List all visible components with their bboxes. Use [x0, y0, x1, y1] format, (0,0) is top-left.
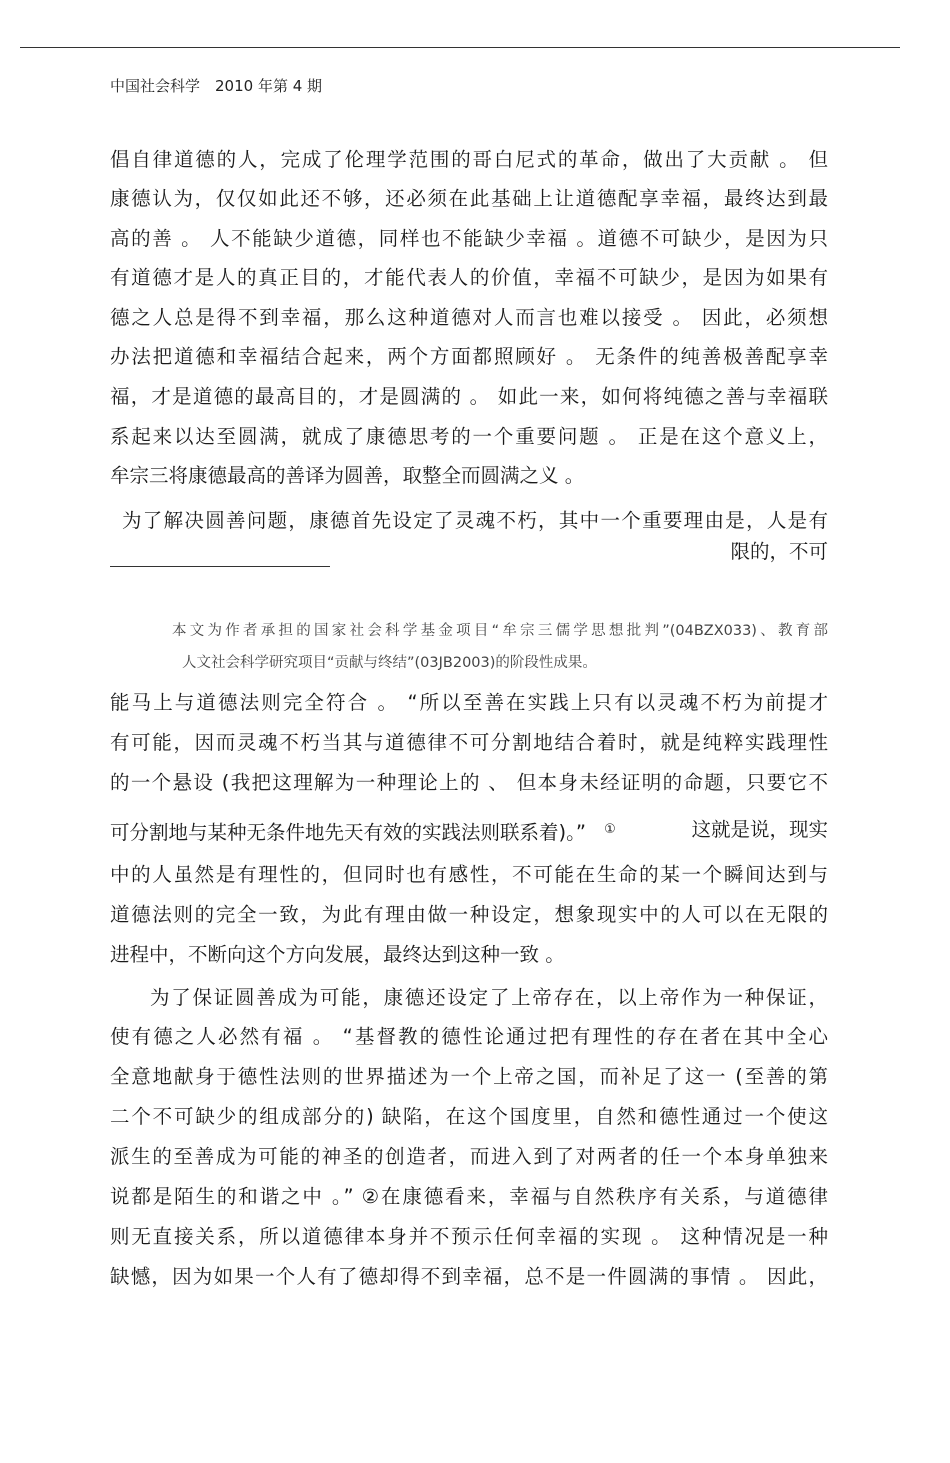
body-line: 德之人总是得不到幸福，那么这种道德对人而言也难以接受 。 因此，必须想: [110, 306, 828, 329]
body-line: 进程中，不断向这个方向发展，最终达到这种一致 。: [110, 943, 565, 966]
body-line: 高的善 。 人不能缺少道德，同样也不能缺少幸福 。道德不可缺少，是因为只: [110, 227, 828, 250]
running-header: 中国社会科学 2010 年第 4 期: [110, 77, 323, 95]
footnote-line: 本文为作者承担的国家社会科学基金项目“牟宗三儒学思想批判”(04BZX033)、教育部: [172, 623, 828, 639]
body-line: 使有德之人必然有福 。 “基督教的德性论通过把有理性的存在者在其中全心: [110, 1025, 828, 1048]
body-line: 为了保证圆善成为可能，康德还设定了上帝存在，以上帝作为一种保证，: [150, 986, 828, 1009]
header-rule: [20, 47, 900, 48]
body-text: 这就是说，现实: [691, 818, 828, 841]
body-line: 福，才是道德的最高目的，才是圆满的 。 如此一来，如何将纯德之善与幸福联: [110, 385, 828, 408]
body-line: 康德认为，仅仅如此还不够，还必须在此基础上让道德配享幸福，最终达到最: [110, 187, 828, 210]
body-line: 能马上与道德法则完全符合 。 “所以至善在实践上只有以灵魂不朽为前提才: [110, 691, 828, 714]
body-line: 牟宗三将康德最高的善译为圆善，取整全而圆满之义 。: [110, 464, 585, 487]
body-line: 二个不可缺少的组成部分的) 缺陷，在这个国度里，自然和德性通过一个使这: [110, 1105, 828, 1128]
body-line: 全意地献身于德性法则的世界描述为一个上帝之国，而补足了这一 (至善的第: [110, 1065, 828, 1088]
body-line: 说都是陌生的和谐之中 。” ②在康德看来，幸福与自然秩序有关系，与道德律: [110, 1185, 828, 1208]
body-line: 则无直接关系，所以道德律本身并不预示任何幸福的实现 。 这种情况是一种: [110, 1225, 828, 1248]
footnote-rule: [110, 566, 330, 567]
footnote-ref[interactable]: ①: [604, 822, 616, 837]
body-line: 有可能，因而灵魂不朽当其与道德律不可分割地结合着时，就是纯粹实践理性: [110, 731, 828, 754]
body-line: 倡自律道德的人，完成了伦理学范围的哥白尼式的革命，做出了大贡献 。 但: [110, 148, 828, 171]
body-line: 道德法则的完全一致，为此有理由做一种设定，想象现实中的人可以在无限的: [110, 903, 828, 926]
body-line: 为了解决圆善问题，康德首先设定了灵魂不朽，其中一个重要理由是，人是有: [122, 509, 828, 532]
body-line: 缺憾，因为如果一个人有了德却得不到幸福，总不是一件圆满的事情 。 因此，: [110, 1265, 828, 1288]
body-line: 系起来以达至圆满，就成了康德思考的一个重要问题 。 正是在这个意义上，: [110, 425, 828, 448]
body-line: [110, 817, 828, 846]
body-line: 中的人虽然是有理性的，但同时也有感性，不可能在生命的某一个瞬间达到与: [110, 863, 828, 886]
body-line: 限的，不可: [730, 540, 828, 563]
body-line: 派生的至善成为可能的神圣的创造者，而进入到了对两者的任一个本身单独来: [110, 1145, 828, 1168]
body-line: 有道德才是人的真正目的，才能代表人的价值，幸福不可缺少，是因为如果有: [110, 266, 828, 289]
footnote-line: 人文社会科学研究项目“贡献与终结”(03JB2003)的阶段性成果。: [182, 655, 597, 671]
body-text: 可分割地与某种无条件地先天有效的实践法则联系着)。”: [110, 821, 586, 844]
body-line: 办法把道德和幸福结合起来，两个方面都照顾好 。 无条件的纯善极善配享幸: [110, 345, 828, 368]
body-line: 的一个悬设 (我把这理解为一种理论上的 、 但本身未经证明的命题，只要它不: [110, 771, 828, 794]
